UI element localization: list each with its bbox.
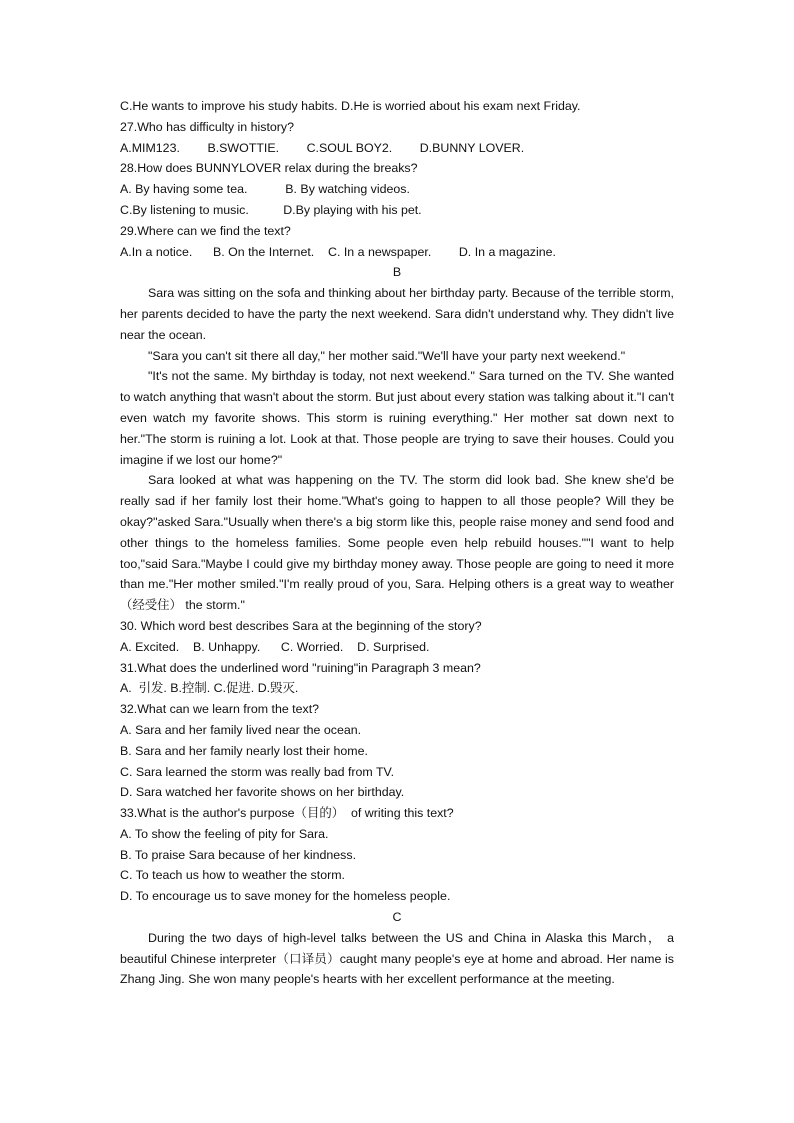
exam-page — [120, 96, 674, 990]
q33-stem: 33.What is the author's purpose（目的） of writing this text? — [120, 806, 454, 821]
q30-stem: 30. Which word best describes Sara at the beginning of the story? — [120, 618, 482, 633]
q29-stem: 29.Where can we find the text? — [120, 223, 291, 238]
q27-stem: 27.Who has difficulty in history? — [120, 119, 295, 134]
q30-options: A. Excited. B. Unhappy. C. Worried. D. Surprised. — [120, 639, 430, 654]
q28-options-ab: A. By having some tea. B. By watching videos. — [120, 182, 410, 197]
q26-options-cd: C.He wants to improve his study habits. D.He is worried about his exam next Friday. — [120, 99, 581, 113]
q32-option-b: B. Sara and her family nearly lost their home. — [120, 743, 368, 758]
q31-options: A. 引发. B.控制. C.促进. D.毁灭. — [120, 681, 299, 696]
q28-options-cd: C.By listening to music. D.By playing with his pet. — [120, 202, 422, 217]
q28-stem: 28.How does BUNNYLOVER relax during the breaks? — [120, 161, 418, 176]
q32-option-a: A. Sara and her family lived near the ocean. — [120, 722, 362, 737]
passage-b-paragraph-3: "It's not the same. My birthday is today, not next weekend." Sara turned on the TV. She wanted to watch anything that wasn't about the storm. But just about every station was talking about it."I can't even watch my favorite shows. This storm is ruining everything." Her mother sat down next to her."The storm is ruining a lot. Look at that. Those people are trying to save their houses. Could you imagine if we lost our home?" — [120, 369, 674, 467]
q31-stem: 31.What does the underlined word "ruining"in Paragraph 3 mean? — [120, 660, 481, 675]
section-b-heading: B — [392, 265, 402, 280]
passage-c-paragraph-1: During the two days of high-level talks between the US and China in Alaska this March， a beautiful Chinese interpreter（口译员）caught many people's eye at home and abroad. Her name is Zhang Jing. She won many people's hearts with her excellent performance at the meeting. — [120, 930, 674, 987]
q33-option-a: A. To show the feeling of pity for Sara. — [120, 826, 329, 841]
passage-b-paragraph-1: Sara was sitting on the sofa and thinking about her birthday party. Because of the terrible storm, her parents decided to have the party the next weekend. Sara didn't understand why. They didn't live near the ocean. — [120, 286, 674, 342]
q32-option-d: D. Sara watched her favorite shows on her birthday. — [120, 785, 405, 800]
passage-b-paragraph-2: "Sara you can't sit there all day," her mother said."We'll have your party next weekend." — [148, 348, 626, 363]
section-c-heading: C — [392, 910, 402, 925]
q32-option-c: C. Sara learned the storm was really bad from TV. — [120, 764, 395, 779]
passage-b-paragraph-4: Sara looked at what was happening on the TV. The storm did look bad. She knew she'd be really sad if her family lost their home."What's going to happen to all those people? Will they be okay?"asked Sara."Usually when there's a big storm like this, people raise money and send food and other things to the homeless families. Some people even help rebuild houses.""I want to help too,"said Sara."Maybe I could give my birthday money away. Those people are going to need it more than me."Her mother smiled."I'm really proud of you, Sara. Helping others is a great way to weather（经受住） the storm." — [120, 473, 674, 613]
q32-stem: 32.What can we learn from the text? — [120, 702, 320, 717]
q33-option-b: B. To praise Sara because of her kindness. — [120, 847, 357, 862]
q33-option-c: C. To teach us how to weather the storm. — [120, 868, 345, 883]
q29-options: A.In a notice. B. On the Internet. C. In a newspaper. D. In a magazine. — [120, 244, 556, 259]
q33-option-d: D. To encourage us to save money for the homeless people. — [120, 889, 451, 904]
q27-options: A.MIM123. B.SWOTTIE. C.SOUL BOY2. D.BUNNY LOVER. — [120, 140, 525, 155]
